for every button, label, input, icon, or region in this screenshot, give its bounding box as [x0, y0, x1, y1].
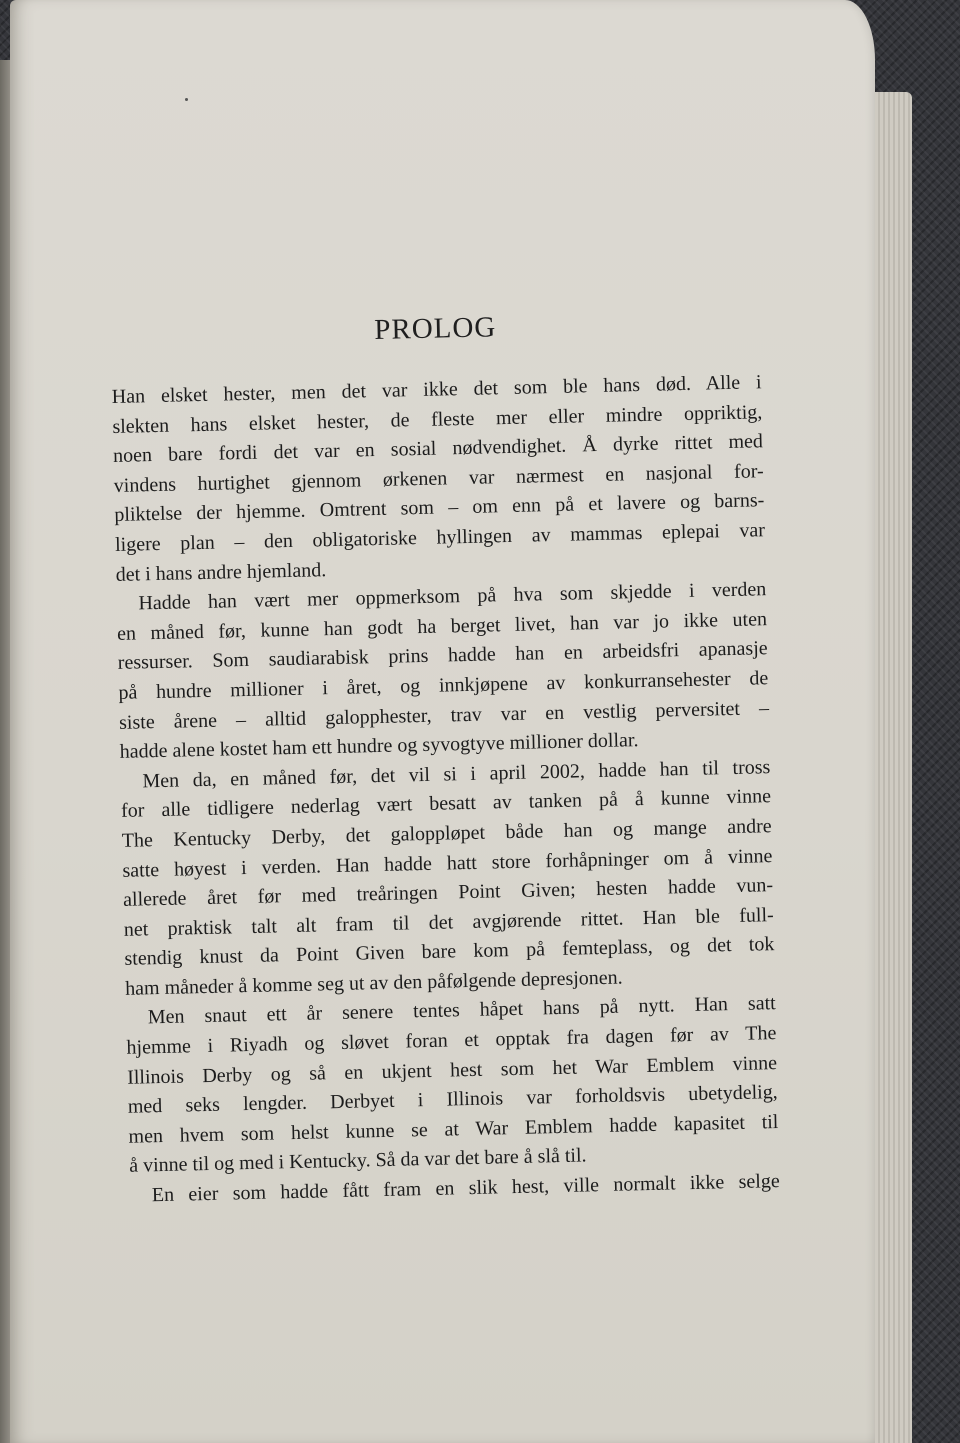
text-line: Illinois Derby og så en ukjent hest som het War Emblem vinne	[126, 1051, 778, 1089]
paragraph-4	[126, 990, 780, 1182]
text-line: Men da, en måned før, det vil si i april 2002, hadde han til tross	[142, 755, 771, 793]
text-line: noen bare fordi det var en sosial nødvendighet. Å dyrke rittet med	[112, 430, 764, 468]
book-page	[10, 0, 875, 1443]
paragraph-1	[111, 368, 766, 590]
paragraph-3	[120, 753, 775, 1004]
paragraph-2	[116, 575, 770, 767]
text-line: net praktisk talt alt fram til det avgjørende rittet. Han ble full-	[123, 903, 774, 941]
text-line: det i hans andre hjemland.	[115, 558, 327, 586]
text-line: The Kentucky Derby, det galoppløpet både han og mange andre	[121, 815, 772, 852]
page-text-block	[110, 305, 780, 1211]
text-line: En eier som hadde fått fram en slik hest, ville normalt ikke selge	[151, 1170, 780, 1207]
text-line: hjemme i Riyadh og sløvet foran et opptak fra dagen før av The	[126, 1022, 777, 1059]
body-text	[111, 368, 780, 1211]
text-line: pliktelse der hjemme. Omtrent som – om enn på et lavere og barns-	[114, 489, 765, 527]
text-line: ligere plan – den obligatoriske hyllingen av mammas eplepai var	[114, 519, 766, 556]
text-line: stendig knust da Point Given bare kom på femteplass, og det tok	[124, 933, 775, 971]
text-line: med seks lengder. Derbyet i Illinois var forholdsvis ubetydelig,	[127, 1081, 778, 1119]
text-line: ressurser. Som saudiarabisk prins hadde han en arbeidsfri apanasje	[117, 637, 768, 675]
text-line: men hvem som helst kunne se at War Emblem hadde kapasitet til	[128, 1110, 779, 1148]
text-line: vindens hurtighet gjennom ørkenen var nærmest en nasjonal for-	[113, 459, 764, 497]
text-line: å vinne til og med i Kentucky. Så da var det bare å slå til.	[128, 1144, 587, 1178]
text-line: Men snaut ett år senere tentes håpet hans på nytt. Han satt	[147, 992, 776, 1029]
text-line: ham måneder å komme seg ut av den påfølgende depresjonen.	[124, 966, 623, 1000]
text-line: slekten hans elsket hester, de fleste mer eller mindre oppriktig,	[112, 400, 763, 438]
text-line: på hundre millioner i året, og innkjøpene av konkurransehester de	[118, 667, 769, 704]
paper-speck	[185, 98, 188, 101]
text-line: Han elsket hester, men det var ikke det som ble hans død. Alle i	[111, 371, 762, 408]
text-line: hadde alene kostet ham ett hundre og syvogtyve millioner dollar.	[119, 729, 639, 764]
text-line: siste årene – alltid galopphester, trav var en vestlig perversitet –	[118, 696, 770, 734]
text-line: satte høyest i verden. Han hadde hatt store forhåpninger om å vinne	[122, 844, 773, 882]
chapter-title: PROLOG	[373, 311, 497, 347]
text-line: en måned før, kunne han godt ha berget livet, han var jo ikke uten	[116, 607, 768, 645]
text-line: for alle tidligere nederlag vært besatt av tanken på å kunne vinne	[120, 785, 772, 823]
text-line: allerede året før med treåringen Point Given; hesten hadde vun-	[122, 874, 774, 911]
text-line: Hadde han vært mer oppmerksom på hva som skjedde i verden	[138, 578, 767, 615]
